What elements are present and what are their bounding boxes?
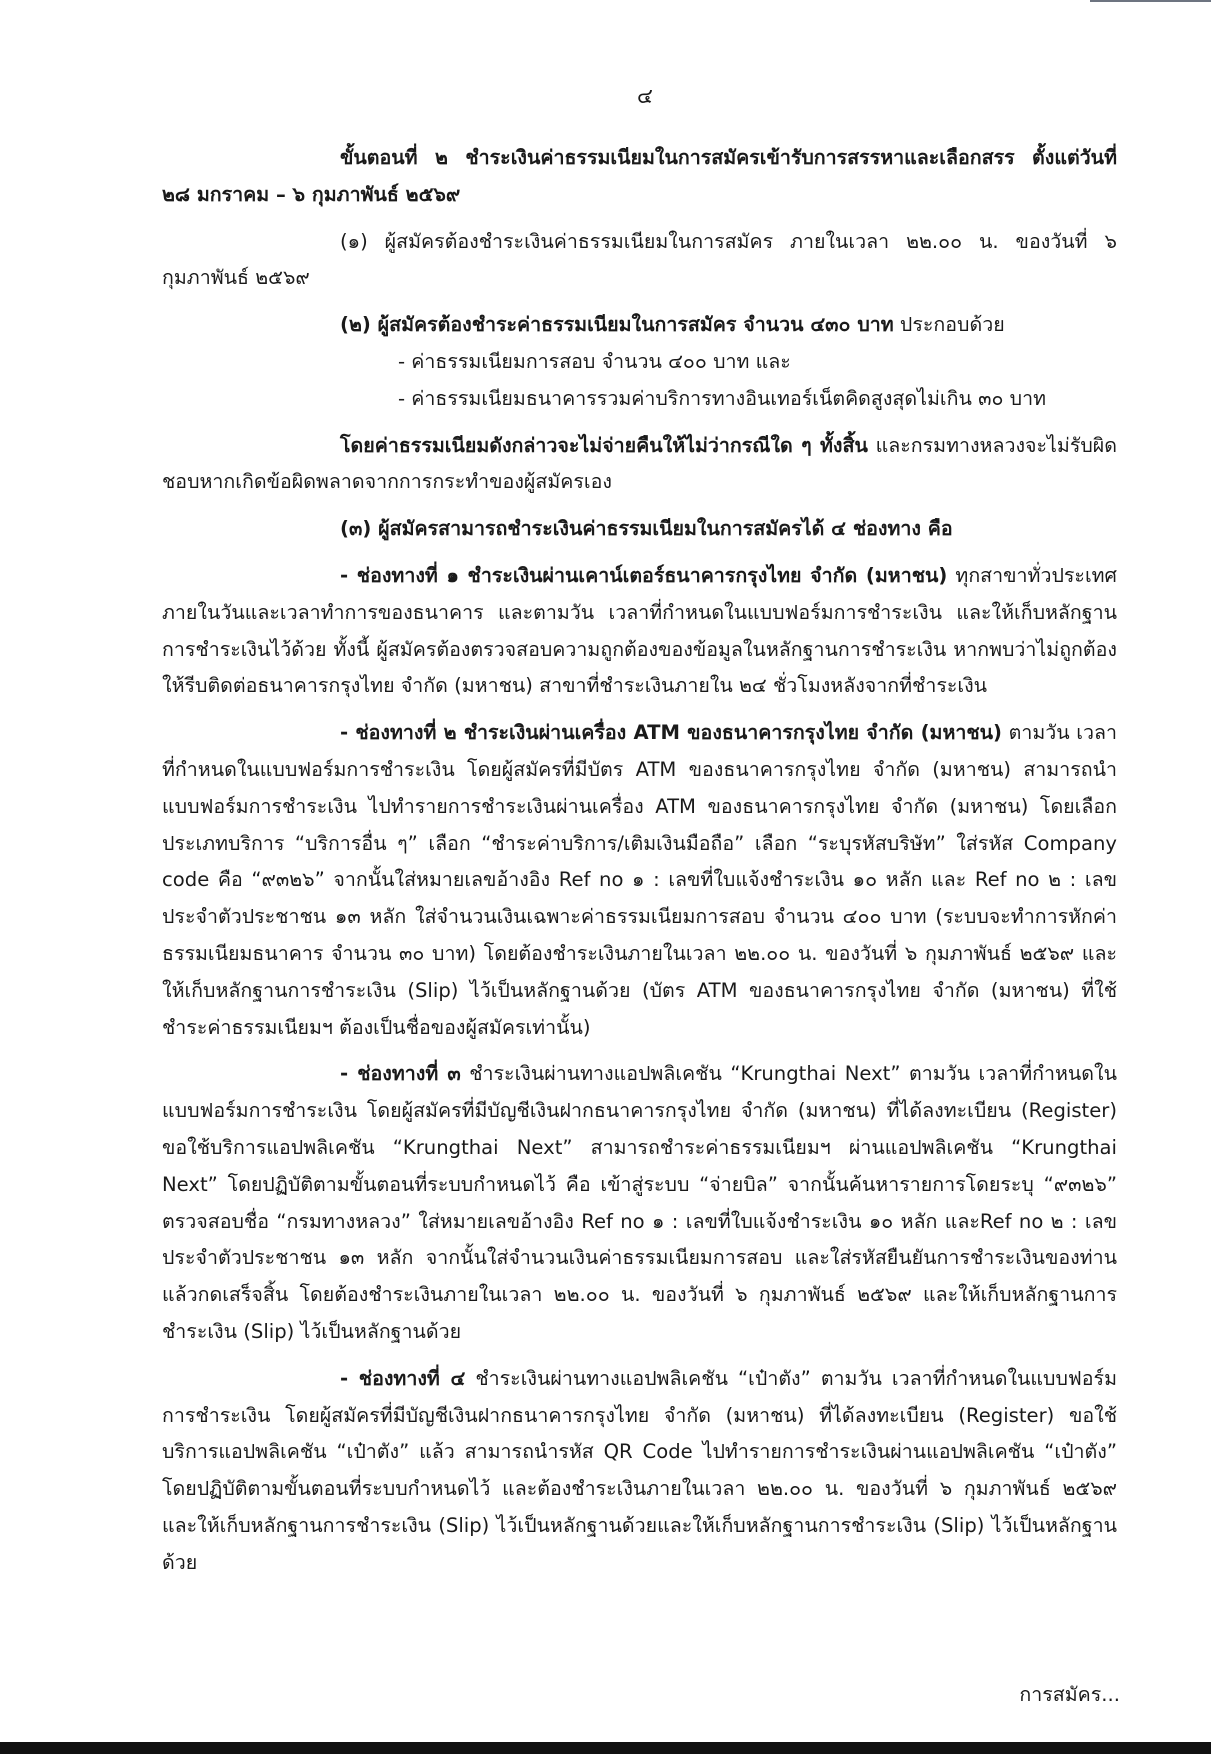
channel-4-bold: - ช่องทางที่ ๔ xyxy=(340,1366,466,1390)
item-2-rest: ประกอบด้วย xyxy=(893,313,1005,337)
channel-3 xyxy=(162,1056,1117,1350)
refund-bold: โดยค่าธรรมเนียมดังกล่าวจะไม่จ่ายคืนให้ไม่ว่ากรณีใด ๆ ทั้งสิ้น xyxy=(340,433,868,457)
document-body xyxy=(162,140,1117,1581)
item-1: (๑) ผู้สมัครต้องชำระเงินค่าธรรมเนียมในการสมัคร ภายในเวลา ๒๒.๐๐ น. ของวันที่ ๖ กุมภาพันธ์ ๒๕๖๙ xyxy=(162,229,1117,290)
channel-1-rest: ทุกสาขาทั่วประเทศ ภายในวันและเวลาทำการของธนาคาร และตามวัน เวลาที่กำหนดในแบบฟอร์มการชำระเงิน และให้เก็บหลักฐานการชำระเงินไว้ด้วย ทั้งนี้ ผู้สมัครต้องตรวจสอบความถูกต้องของข้อมูลในหลักฐานการชำระเงิน หากพบว่าไม่ถูกต้อง ให้รีบติดต่อธนาคารกรุงไทย จำกัด (มหาชน) สาขาที่ชำระเงินภายใน ๒๔ ชั่วโมงหลังจากที่ชำระเงิน xyxy=(162,563,1117,698)
item-2-bold: (๒) ผู้สมัครต้องชำระค่าธรรมเนียมในการสมัคร จำนวน ๔๓๐ บาท xyxy=(340,313,894,337)
refund-rest: และกรมทางหลวงจะไม่รับผิดชอบหากเกิดข้อผิดพลาดจากการกระทำของผู้สมัครเอง xyxy=(162,433,1117,494)
channel-1 xyxy=(162,558,1117,705)
fee-exam: - ค่าธรรมเนียมการสอบ จำนวน ๔๐๐ บาท และ xyxy=(398,349,791,373)
channel-2 xyxy=(162,715,1117,1046)
channel-1-bold: - ช่องทางที่ ๑ ชำระเงินผ่านเคาน์เตอร์ธนาคารกรุงไทย จำกัด (มหาชน) xyxy=(340,563,948,587)
channel-2-bold: - ช่องทางที่ ๒ ชำระเงินผ่านเครื่อง ATM ของธนาคารกรุงไทย จำกัด (มหาชน) xyxy=(340,721,1003,745)
step-title: ขั้นตอนที่ ๒ ชำระเงินค่าธรรมเนียมในการสมัครเข้ารับการสรรหาและเลือกสรร ตั้งแต่วันที่ ๒๘ มกราคม – ๖ กุมภาพันธ์ ๒๕๖๙ xyxy=(162,146,1117,206)
channel-2-rest: ตามวัน เวลาที่กำหนดในแบบฟอร์มการชำระเงิน โดยผู้สมัครที่มีบัตร ATM ของธนาคารกรุงไทย จำกัด (มหาชน) สามารถนำแบบฟอร์มการชำระเงิน ไปทำรายการชำระเงินผ่านเครื่อง ATM ของธนาคารกรุงไทย จำกัด (มหาชน) โดยเลือกประเภทบริการ “บริการอื่น ๆ” เลือก “ชำระค่าบริการ/เติมเงินมือถือ” เลือก “ระบุรหัสบริษัท” ใส่รหัส Company code คือ “๙๓๒๖” จากนั้นใส่หมายเลขอ้างอิง Ref no ๑ : เลขที่ใบแจ้งชำระเงิน ๑๐ หลัก และ Ref no ๒ : เลขประจำตัวประชาชน ๑๓ หลัก ใส่จำนวนเงินเฉพาะค่าธรรมเนียมการสอบ จำนวน ๔๐๐ บาท (ระบบจะทำการหักค่าธรรมเนียมธนาคาร จำนวน ๓๐ บาท) โดยต้องชำระเงินภายในเวลา ๒๒.๐๐ น. ของวันที่ ๖ กุมภาพันธ์ ๒๕๖๙ และให้เก็บหลักฐานการชำระเงิน (Slip) ไว้เป็นหลักฐานด้วย (บัตร ATM ของธนาคารกรุงไทย จำกัด (มหาชน) ที่ใช้ชำระค่าธรรมเนียมฯ ต้องเป็นชื่อของผู้สมัครเท่านั้น) xyxy=(162,721,1117,1039)
channel-3-bold: - ช่องทางที่ ๓ xyxy=(340,1062,461,1086)
channel-4-rest: ชำระเงินผ่านทางแอปพลิเคชัน “เป๋าตัง” ตามวัน เวลาที่กำหนดในแบบฟอร์มการชำระเงิน โดยผู้สมัครที่มีบัญชีเงินฝากธนาคารกรุงไทย จำกัด (มหาชน) ที่ได้ลงทะเบียน (Register) ขอใช้บริการแอปพลิเคชัน “เป๋าตัง” แล้ว สามารถนำรหัส QR Code ไปทำรายการชำระเงินผ่านแอปพลิเคชัน “เป๋าตัง” โดยปฏิบัติตามขั้นตอนที่ระบบกำหนดไว้ และต้องชำระเงินภายในเวลา ๒๒.๐๐ น. ของวันที่ ๖ กุมภาพันธ์ ๒๕๖๙ และให้เก็บหลักฐานการชำระเงิน (Slip) ไว้เป็นหลักฐานด้วยและให้เก็บหลักฐานการชำระเงิน (Slip) ไว้เป็นหลักฐานด้วย xyxy=(162,1366,1117,1574)
continuation-text: การสมัคร... xyxy=(1019,1683,1120,1706)
item-3: (๓) ผู้สมัครสามารถชำระเงินค่าธรรมเนียมในการสมัครได้ ๔ ช่องทาง คือ xyxy=(340,517,953,541)
channel-3-rest: ชำระเงินผ่านทางแอปพลิเคชัน “Krungthai Next” ตามวัน เวลาที่กำหนดในแบบฟอร์มการชำระเงิน โดยผู้สมัครที่มีบัญชีเงินฝากธนาคารกรุงไทย จำกัด (มหาชน) ที่ได้ลงทะเบียน (Register) ขอใช้บริการแอปพลิเคชัน “Krungthai Next” สามารถชำระค่าธรรมเนียมฯ ผ่านแอปพลิเคชัน “Krungthai Next” โดยปฏิบัติตามขั้นตอนที่ระบบกำหนดไว้ คือ เข้าสู่ระบบ “จ่ายบิล” จากนั้นค้นหารายการโดยระบุ “๙๓๒๖” ตรวจสอบชื่อ “กรมทางหลวง” ใส่หมายเลขอ้างอิง Ref no ๑ : เลขที่ใบแจ้งชำระเงิน ๑๐ หลัก และRef no ๒ : เลขประจำตัวประชาชน ๑๓ หลัก จากนั้นใส่จำนวนเงินค่าธรรมเนียมการสอบ และใส่รหัสยืนยันการชำระเงินของท่านแล้วกดเสร็จสิ้น โดยต้องชำระเงินภายในเวลา ๒๒.๐๐ น. ของวันที่ ๖ กุมภาพันธ์ ๒๕๖๙ และให้เก็บหลักฐานการชำระเงิน (Slip) ไว้เป็นหลักฐานด้วย xyxy=(162,1062,1117,1343)
page-number: ๔ xyxy=(637,84,653,108)
scan-bottom-edge xyxy=(0,1742,1211,1754)
fee-bank: - ค่าธรรมเนียมธนาคารรวมค่าบริการทางอินเทอร์เน็ตคิดสูงสุดไม่เกิน ๓๐ บาท xyxy=(398,386,1047,410)
item-2 xyxy=(162,307,1117,344)
refund-note xyxy=(162,428,1117,502)
channel-4 xyxy=(162,1361,1117,1582)
scan-edge-line xyxy=(1090,0,1211,2)
